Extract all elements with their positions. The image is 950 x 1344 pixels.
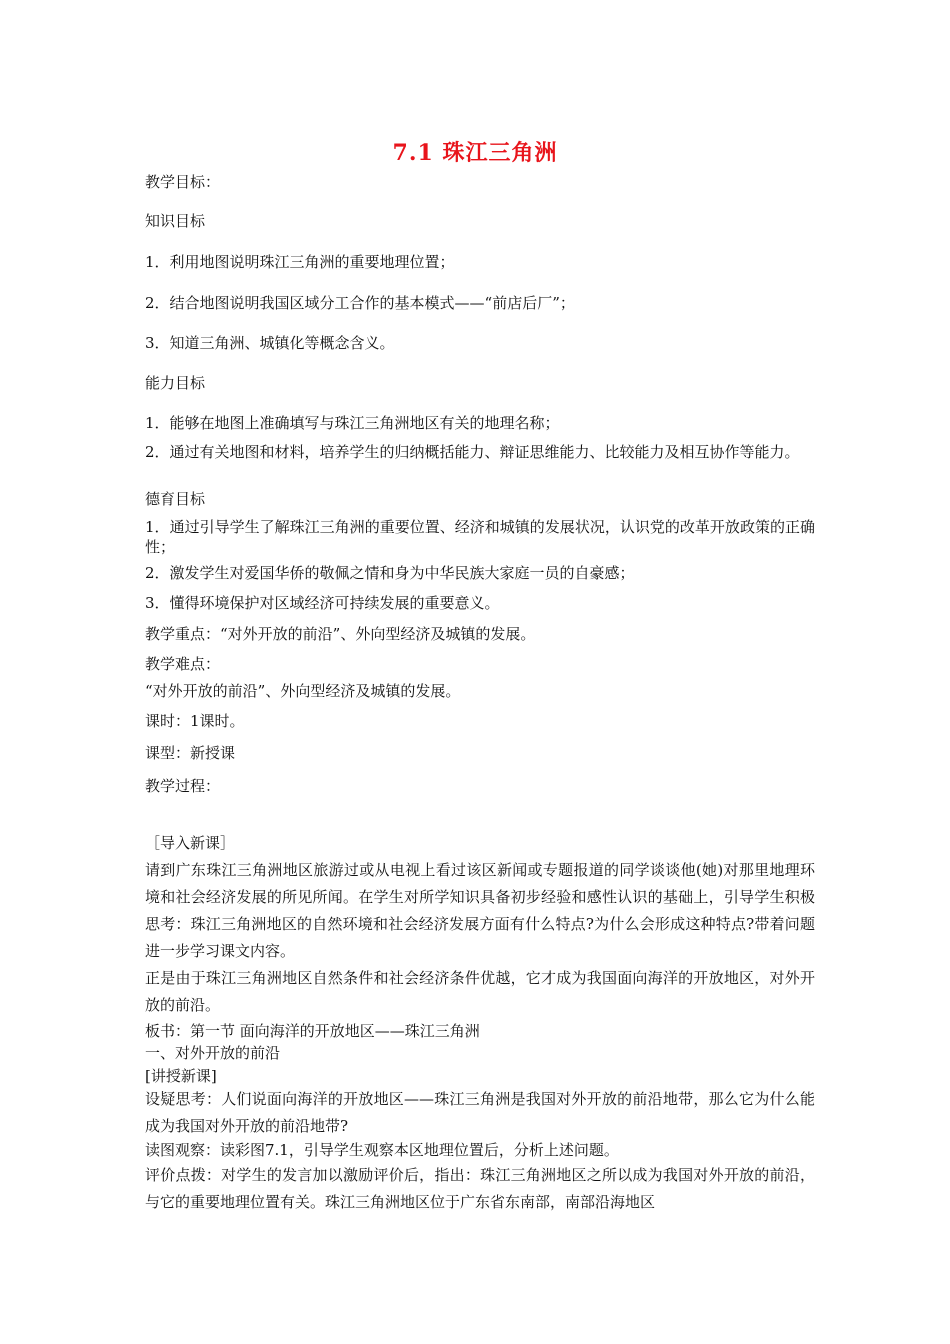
- difficulties: “对外开放的前沿”、外向型经济及城镇的发展。: [145, 682, 461, 700]
- ability-item-1: 1．能够在地图上准确填写与珠江三角洲地区有关的地理名称；: [145, 414, 560, 432]
- class-type: 课型：新授课: [145, 744, 236, 762]
- section-heading-1: 一、对外开放的前沿: [145, 1044, 281, 1062]
- board-writing: 板书：第一节 面向海洋的开放地区——珠江三角洲: [145, 1022, 480, 1040]
- map-observation: 读图观察：读彩图7.1，引导学生观察本区地理位置后，分析上述问题。: [145, 1141, 619, 1159]
- teaching-goals-heading: 教学目标：: [145, 173, 221, 191]
- teaching-process: 教学过程：: [145, 777, 221, 795]
- ability-goals-heading: 能力目标: [145, 374, 206, 392]
- evaluation-paragraph: 评价点拨：对学生的发言加以激励评价后，指出：珠江三角洲地区之所以成为我国对外开放的前沿，与它的重要地理位置有关。珠江三角洲地区位于广东省东南部，南部沿海地区: [145, 1166, 815, 1211]
- knowledge-item-3: 3．知道三角洲、城镇化等概念含义。: [145, 334, 395, 352]
- intro-paragraph: 请到广东珠江三角洲地区旅游过或从电视上看过该区新闻或专题报道的同学谈谈他(她)对那里地理环境和社会经济发展的所见所闻。在学生对所学知识具备初步经验和感性认识的基础上，引导学生积极思考：珠江三角洲地区的自然环境和社会经济发展方面有什么特点?为什么会形成这种特点?带着问题进一步学习课文内容。: [145, 861, 815, 960]
- lecture-label: [讲授新课]: [145, 1067, 217, 1085]
- knowledge-item-2: 2．结合地图说明我国区域分工合作的基本模式——“前店后厂”；: [145, 294, 575, 312]
- moral-item-2: 2．激发学生对爱国华侨的敬佩之情和身为中华民族大家庭一员的自豪感；: [145, 564, 635, 582]
- intro-label: ［导入新课］: [145, 834, 236, 852]
- key-points: 教学重点：“对外开放的前沿”、外向型经济及城镇的发展。: [145, 625, 536, 643]
- knowledge-goals-heading: 知识目标: [145, 212, 206, 230]
- question-paragraph: 设疑思考：人们说面向海洋的开放地区——珠江三角洲是我国对外开放的前沿地带，那么它为什么能成为我国对外开放的前沿地带?: [145, 1090, 815, 1135]
- moral-goals-heading: 德育目标: [145, 490, 206, 508]
- intro-paragraph-2: 正是由于珠江三角洲地区自然条件和社会经济条件优越，它才成为我国面向海洋的开放地区，对外开放的前沿。: [145, 969, 815, 1014]
- difficulties-label: 教学难点：: [145, 655, 221, 673]
- page-title: 7.1 珠江三角洲: [392, 140, 558, 166]
- knowledge-item-1: 1．利用地图说明珠江三角洲的重要地理位置；: [145, 253, 455, 271]
- moral-item-3: 3．懂得环境保护对区域经济可持续发展的重要意义。: [145, 594, 500, 612]
- ability-item-2: 2．通过有关地图和材料，培养学生的归纳概括能力、辩证思维能力、比较能力及相互协作等能力。: [145, 443, 800, 461]
- moral-item-1: 1．通过引导学生了解珠江三角洲的重要位置、经济和城镇的发展状况，认识党的改革开放政策的正确性；: [145, 518, 815, 556]
- class-hours: 课时：1课时。: [145, 712, 245, 730]
